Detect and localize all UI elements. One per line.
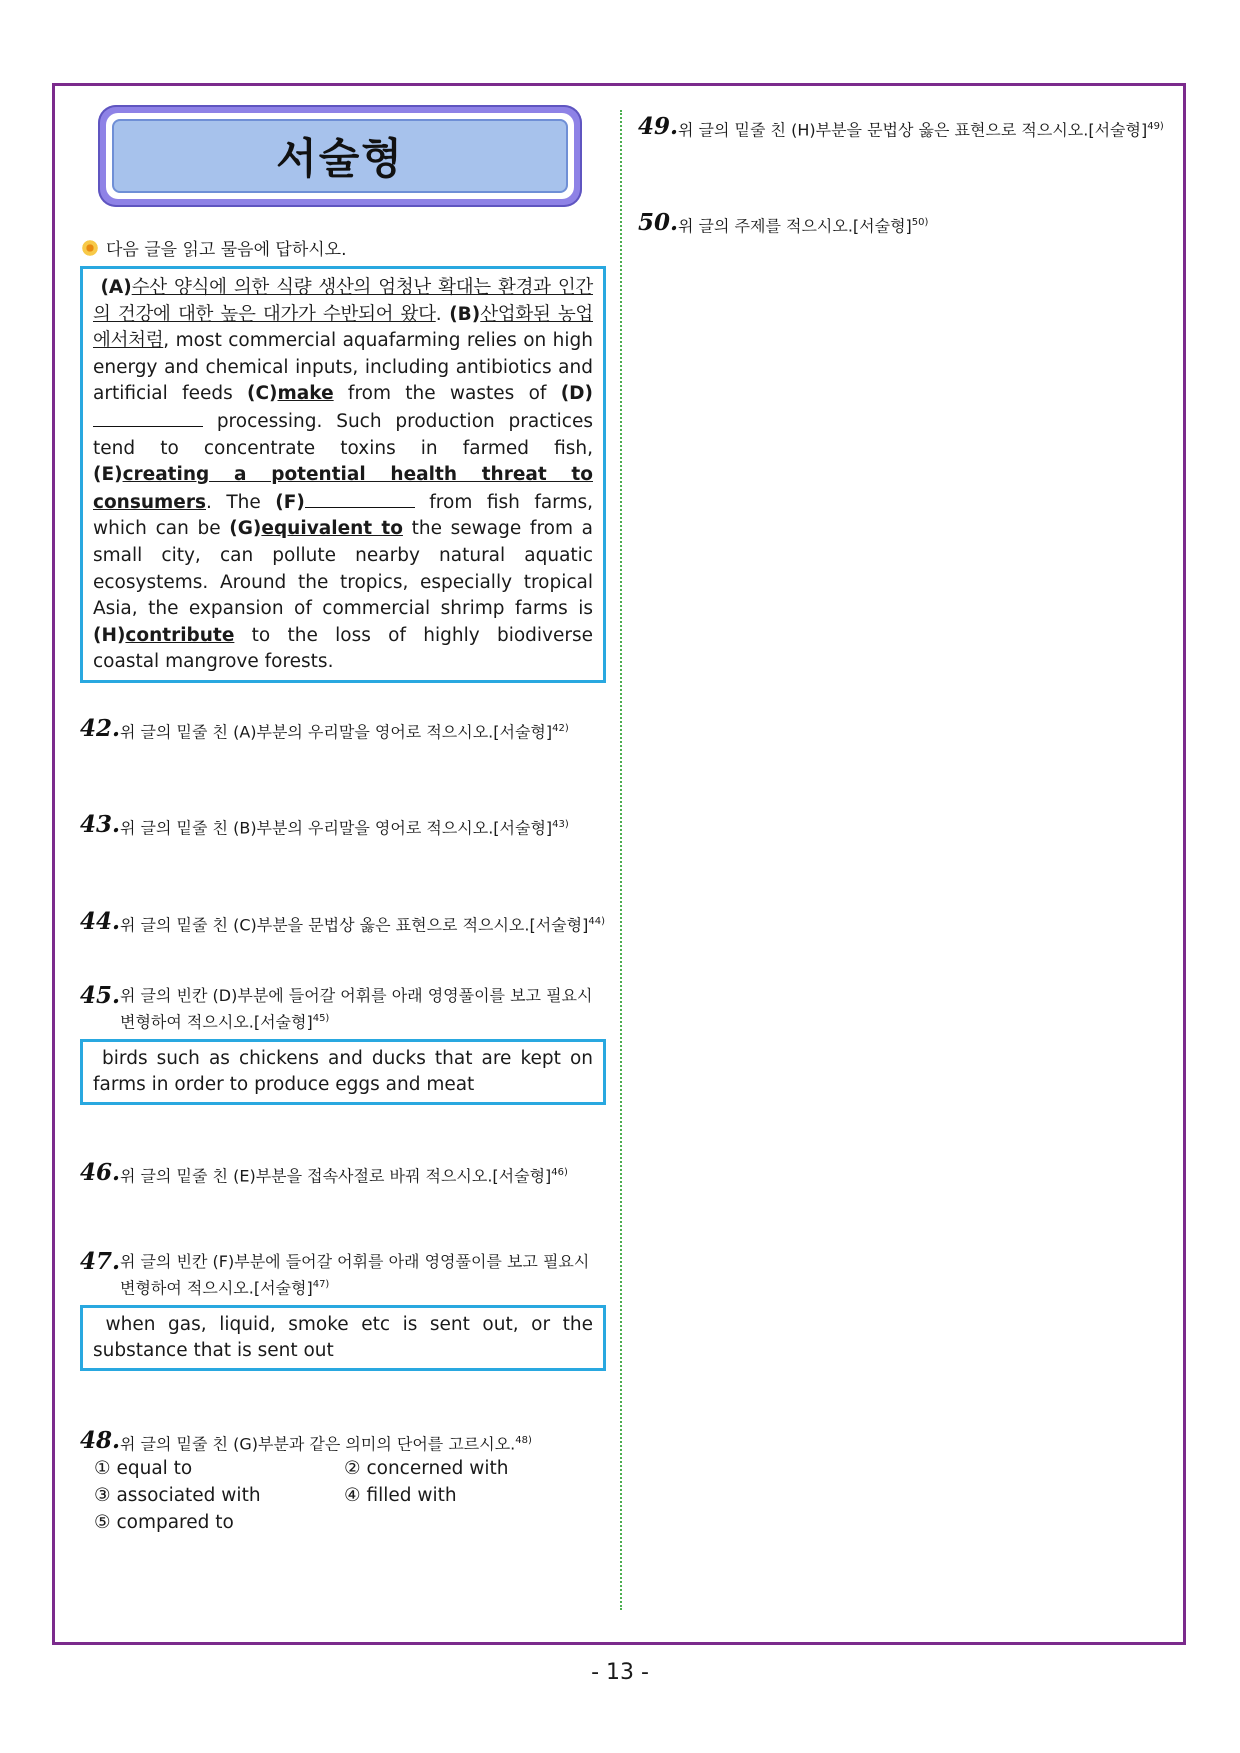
question-45 (80, 981, 606, 1033)
flower-icon (80, 238, 100, 258)
passage-text-6: the sewage from a small city, can pollute nearby natural aquatic ecosystems. Around the tropics, especially tropical Asia, the expansion of commercial shrimp farms is (93, 518, 593, 620)
question-43 (80, 813, 606, 839)
passage-text-1: , most commercial aquafarming relies on high energy and chemical inputs, including antibiotics and artificial feeds (93, 330, 593, 405)
question-47 (80, 1247, 606, 1299)
question-text: 위 글의 밑줄 친 (C)부분을 문법상 옳은 표현으로 적으시오.[서술형] (120, 914, 589, 934)
answer-choices (80, 1455, 606, 1536)
passage-box: (A)수산 양식에 의한 식량 생산의 엄청난 확대는 환경과 인간의 건강에 대한 높은 대가가 수반되어 왔다. (B)산업화된 농업에서처럼, most commercial aquafarming relies on high energy and chemical inputs, including antibiotics and artificial feeds (C)make from the wastes of (D) processing. Such production practices tend to concentrate toxins in farmed fish, (E)creating a potential health threat to consumers. The (F) from fish farms, which can be (G)equivalent to the sewage from a small city, can pollute nearby natural aquatic ecosystems. Around the tropics, especially tropical Asia, the expansion of commercial shrimp farms is (H)contribute to the loss of highly biodiverse coastal mangrove forests. (80, 266, 606, 683)
passage-text-5: from fish farms, which can be (93, 491, 593, 540)
question-number: 49. (638, 113, 679, 140)
question-49 (638, 115, 1168, 141)
question-text: 위 글의 밑줄 친 (G)부분과 같은 의미의 단어를 고르시오. (120, 1434, 516, 1454)
label-a: (A) (100, 277, 132, 298)
definition-box-47 (80, 1305, 606, 1371)
label-h: (H) (93, 624, 126, 646)
choice-5[interactable]: ⑤ compared to (94, 1512, 234, 1534)
label-f: (F) (275, 491, 305, 513)
label-e: (E) (93, 464, 123, 486)
instruction (80, 235, 606, 260)
section-banner (98, 105, 582, 207)
choice-3[interactable]: ③ associated with (94, 1485, 261, 1507)
question-ref: 49) (1147, 121, 1164, 132)
passage-text-3: processing. Such production practices tend to concentrate toxins in farmed fish, (93, 410, 593, 459)
left-column (80, 105, 606, 1536)
question-number: 46. (80, 1159, 121, 1187)
passage-text-7: to the loss of highly biodiverse coastal mangrove forests. (93, 624, 593, 673)
question-50 (638, 211, 1168, 237)
definition-text: birds such as chickens and ducks that are kept on farms in order to produce eggs and meat (93, 1048, 593, 1096)
question-text: 위 글의 밑줄 친 (H)부분을 문법상 옳은 표현으로 적으시오.[서술형] (678, 120, 1148, 140)
passage-text-4: . The (206, 491, 276, 513)
question-ref: 48) (515, 1434, 532, 1446)
passage-a-text: 수산 양식에 의한 식량 생산의 엄청난 확대는 환경과 인간의 건강에 대한 높은 대가가 수반되어 왔다 (93, 277, 593, 325)
question-48 (80, 1426, 606, 1455)
question-ref: 43) (552, 819, 569, 831)
question-text: 위 글의 주제를 적으시오.[서술형] (678, 216, 912, 236)
blank-f (305, 489, 415, 508)
question-number: 43. (80, 811, 121, 839)
question-text: 위 글의 밑줄 친 (E)부분을 접속사절로 바꿔 적으시오.[서술형] (120, 1166, 552, 1186)
label-c: (C) (247, 383, 278, 405)
question-number: 48. (80, 1426, 121, 1454)
question-number: 50. (638, 209, 679, 237)
blank-d (93, 408, 203, 427)
question-46 (80, 1161, 606, 1187)
question-44 (80, 907, 606, 936)
question-number: 47. (80, 1247, 121, 1275)
passage-e-text: creating a potential health threat to consumers (93, 464, 593, 513)
choice-1[interactable]: ① equal to (94, 1458, 193, 1480)
question-number: 45. (80, 981, 121, 1009)
choice-4[interactable]: ④ filled with (344, 1485, 457, 1507)
passage-b-text: 산업화된 농업에서처럼 (93, 303, 593, 352)
question-number: 42. (80, 714, 121, 742)
question-text: 위 글의 빈칸 (F)부분에 들어갈 어휘를 아래 영영풀이를 보고 필요시 변형하여 적으시오.[서술형] (120, 1251, 590, 1297)
label-b: (B) (449, 303, 481, 325)
question-ref: 44) (588, 915, 605, 927)
question-text: 위 글의 밑줄 친 (A)부분의 우리말을 영어로 적으시오.[서술형] (120, 722, 553, 742)
right-column (638, 115, 1168, 238)
passage-text-2: from the wastes of (333, 383, 561, 405)
label-g: (G) (229, 518, 262, 540)
question-number: 44. (80, 907, 121, 935)
question-ref: 47) (312, 1278, 330, 1290)
passage-c-text: make (277, 383, 334, 405)
question-ref: 45) (312, 1012, 330, 1024)
section-title: 서술형 (276, 134, 404, 183)
label-d: (D) (560, 383, 593, 405)
question-ref: 42) (552, 722, 569, 734)
question-42 (80, 714, 606, 743)
instruction-text: 다음 글을 읽고 물음에 답하시오. (106, 240, 347, 260)
column-divider (620, 110, 622, 1610)
question-text: 위 글의 빈칸 (D)부분에 들어갈 어휘를 아래 영영풀이를 보고 필요시 변형하여 적으시오.[서술형] (120, 985, 593, 1032)
definition-text: when gas, liquid, smoke etc is sent out, or the substance that is sent out (93, 1313, 593, 1361)
choice-2[interactable]: ② concerned with (344, 1458, 509, 1480)
passage-g-text: equivalent to (261, 518, 403, 540)
question-ref: 50) (911, 217, 929, 229)
question-text: 위 글의 밑줄 친 (B)부분의 우리말을 영어로 적으시오.[서술형] (120, 818, 553, 838)
passage-h-text: contribute (125, 624, 235, 646)
definition-box-45 (80, 1039, 606, 1105)
question-ref: 46) (551, 1167, 568, 1179)
page-number: - 13 - (591, 1660, 649, 1685)
